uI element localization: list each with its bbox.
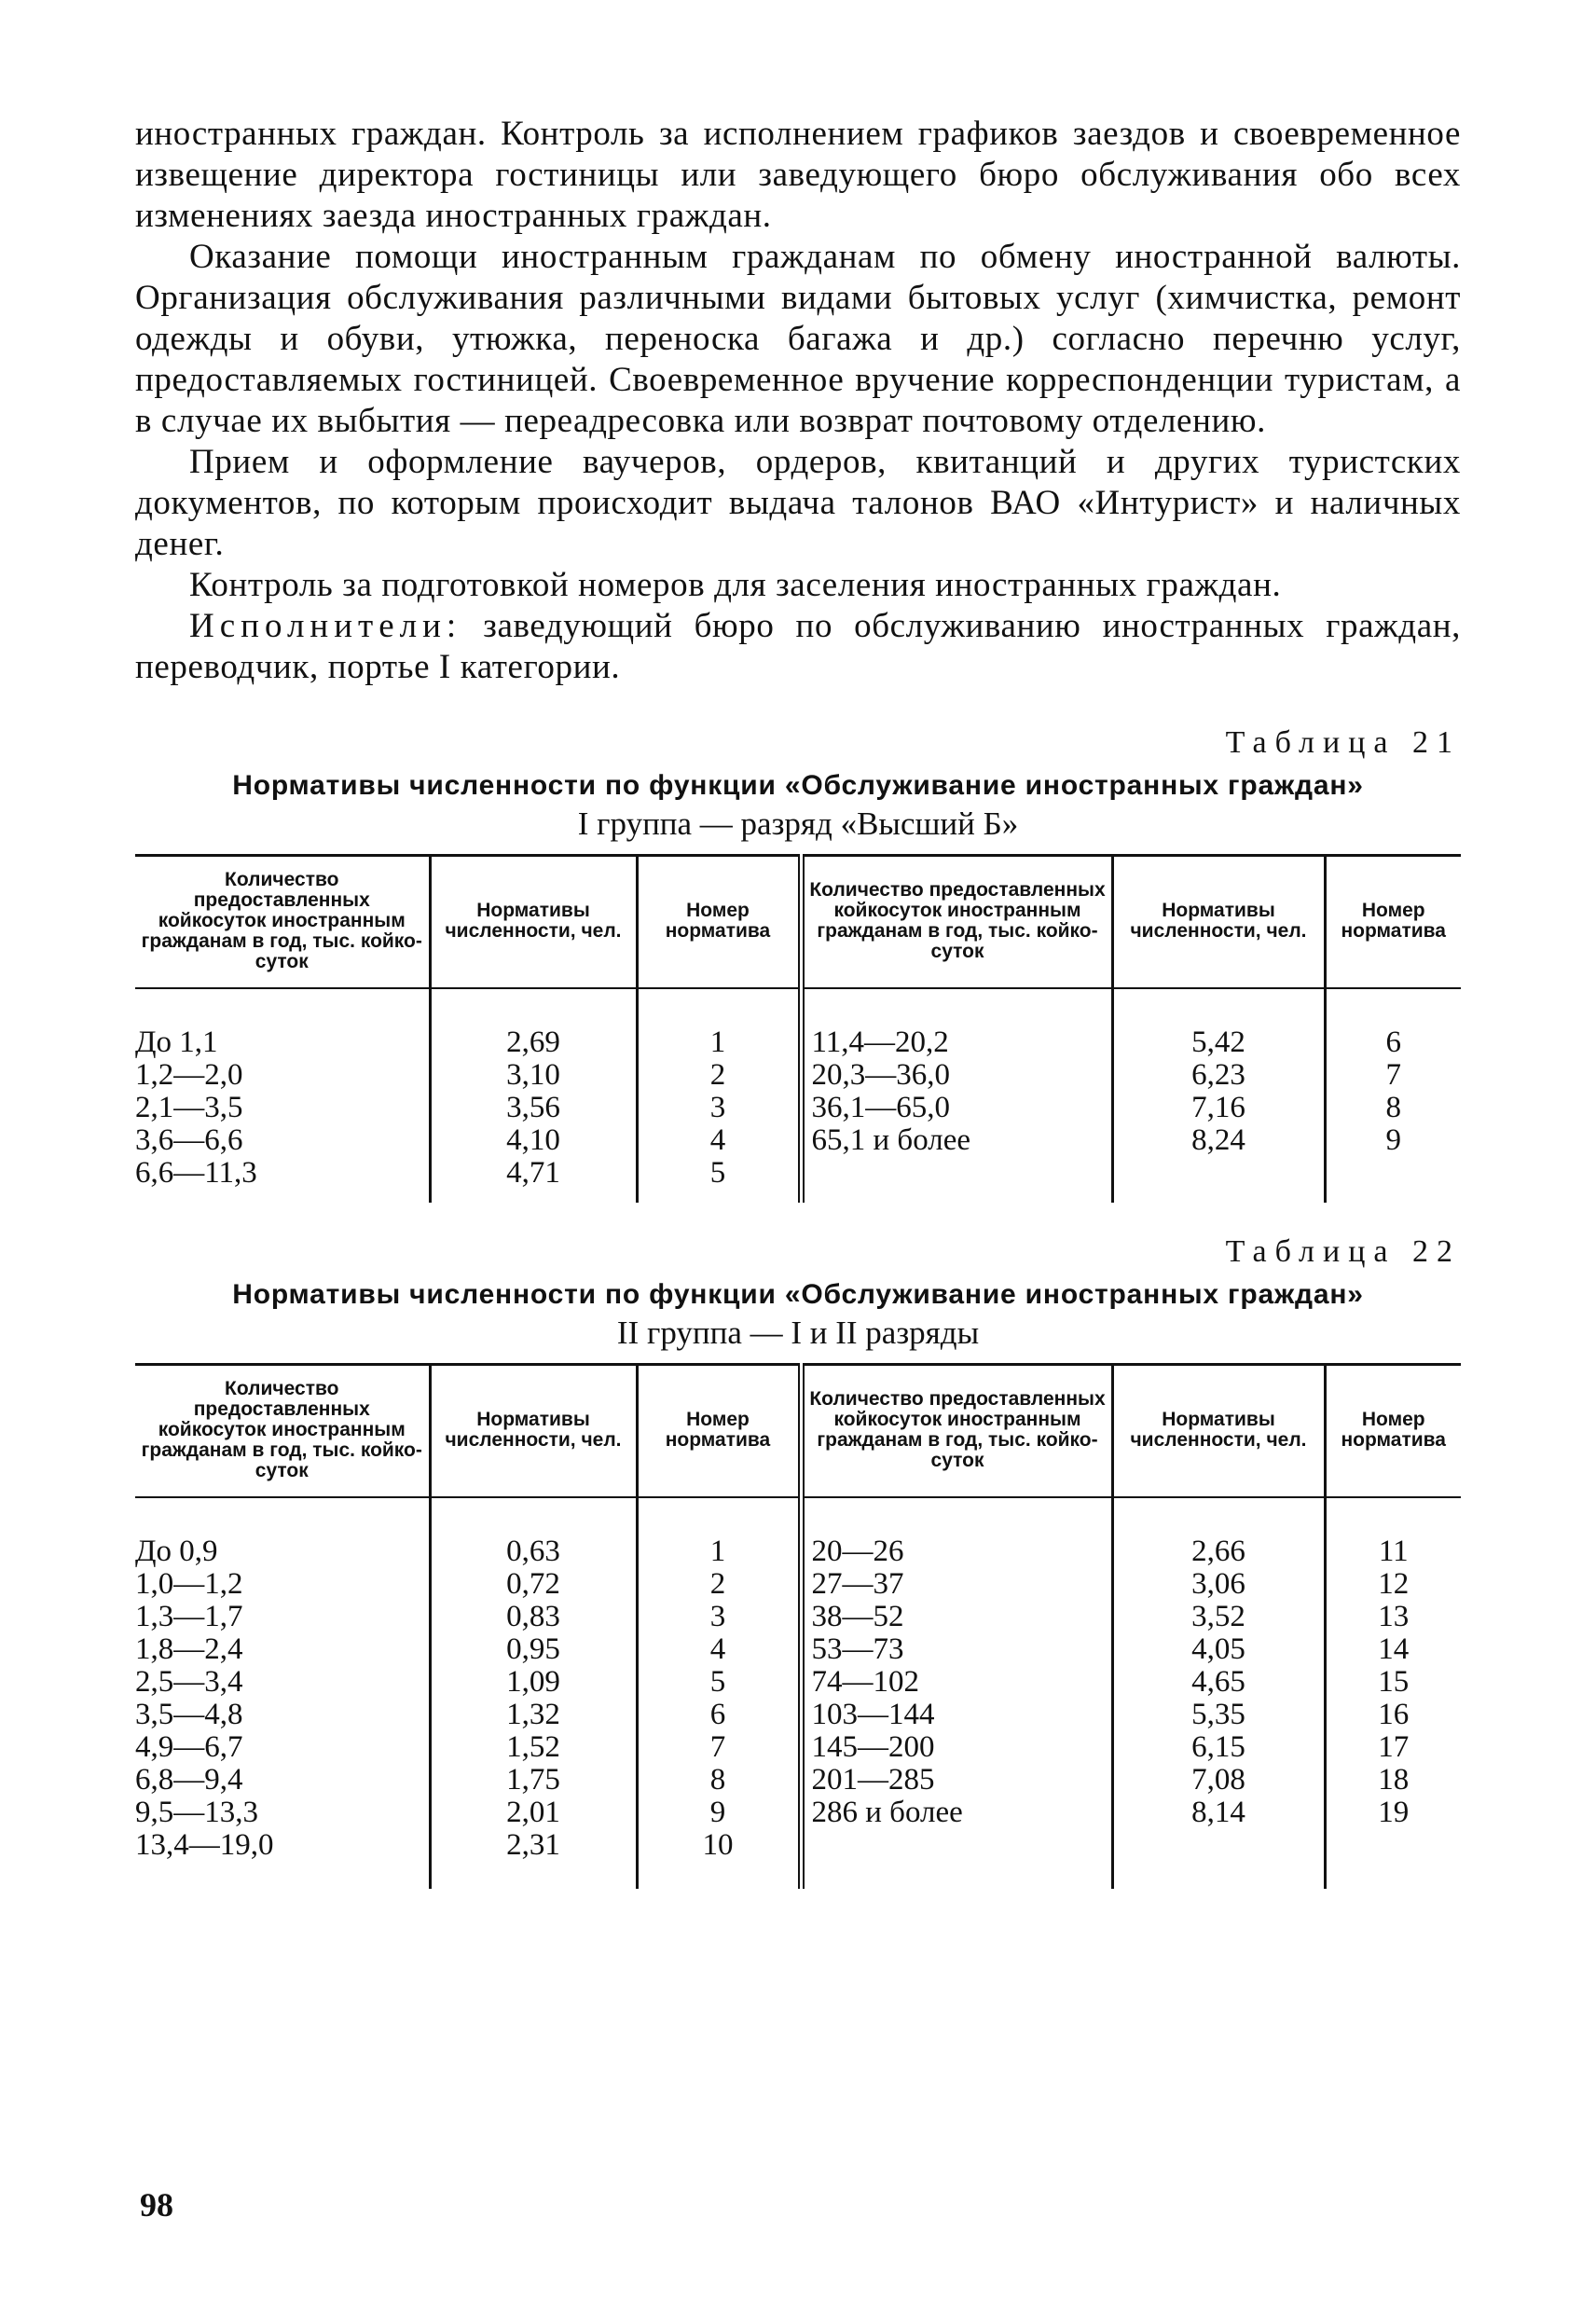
- table22-numbers-left-item: 6: [709, 1698, 726, 1731]
- table21-numbers-left-item: 1: [709, 1026, 726, 1059]
- table22-title: Нормативы численности по функции «Обслуживание иностранных граждан»: [232, 1279, 1364, 1310]
- table22-numbers-right-item: 14: [1378, 1632, 1410, 1666]
- table22-ranges-left-item: 3,5—4,8: [135, 1698, 243, 1731]
- table22-ranges-left-item: 13,4—19,0: [135, 1828, 274, 1862]
- table22-ranges-left-item: 2,5—3,4: [135, 1665, 243, 1699]
- table21-header-norms-left: Нормативы численности, чел.: [430, 856, 637, 989]
- table21-ranges-right-item: 65,1 и более: [811, 1123, 971, 1157]
- table22-norms-left-item: 2,31: [506, 1828, 560, 1862]
- table22-numbers-left-item: 10: [702, 1828, 734, 1862]
- paragraph-documents: Прием и оформление ваучеров, ордеров, квитанций и других туристских документов, по которым происходит выдача талонов ВАО «Интурист» и наличных денег.: [135, 443, 1461, 563]
- table22-ranges-right-item: 53—73: [811, 1632, 904, 1666]
- table22-numbers-right: [1325, 1497, 1461, 1889]
- table22-numbers-right-item: 18: [1378, 1763, 1410, 1797]
- table21-norms-right-item: 7,16: [1191, 1091, 1245, 1124]
- table21: [135, 854, 1461, 1203]
- table21-norms-right-item: 8,24: [1191, 1123, 1245, 1157]
- table21-header-norms-right: Нормативы численности, чел.: [1112, 856, 1325, 989]
- table21-numbers-left-item: 2: [709, 1058, 726, 1092]
- table21-norms-left-item: 4,10: [506, 1123, 560, 1157]
- table21-norms-left-item: 4,71: [506, 1156, 560, 1190]
- table21-numbers-right: [1325, 988, 1461, 1203]
- paragraph-executors: [135, 606, 1461, 688]
- table21-norms-left: [430, 988, 637, 1203]
- table22-numbers-left-item: 2: [709, 1567, 726, 1601]
- table22-ranges-right-item: 103—144: [811, 1698, 935, 1731]
- table22-header-quantity-right: Количество предоставленных койкосуток иностранным гражданам в год, тыс. койко-суток: [801, 1365, 1112, 1498]
- table21-numbers-right-item: 8: [1385, 1091, 1401, 1124]
- paragraph-rooms-control: Контроль за подготовкой номеров для заселения иностранных граждан.: [189, 566, 1282, 604]
- table21-norms-left-item: 3,56: [506, 1091, 560, 1124]
- table22-norms-left-item: 0,83: [506, 1600, 560, 1633]
- table22-numbers-right-item: 12: [1378, 1567, 1410, 1601]
- executors-text: заведующий бюро по обслуживанию иностранных граждан, переводчик, портье I категории.: [135, 607, 1461, 686]
- table21-title: Нормативы численности по функции «Обслуживание иностранных граждан»: [232, 770, 1364, 801]
- table22-ranges-left-item: 4,9—6,7: [135, 1730, 243, 1764]
- table21-header-number-left: Номер норматива: [637, 856, 801, 989]
- table22-numbers-left-item: 5: [709, 1665, 726, 1699]
- table21-ranges-right-item: 11,4—20,2: [811, 1026, 949, 1059]
- table22-norms-right-item: 3,52: [1191, 1600, 1245, 1633]
- table22-numbers-left-item: 3: [709, 1600, 726, 1633]
- table21-ranges-left: [135, 988, 430, 1203]
- table22-ranges-left-item: 1,3—1,7: [135, 1600, 243, 1633]
- table22-numbers-right-item: 15: [1378, 1665, 1410, 1699]
- table21-norms-right-item: 6,23: [1191, 1058, 1245, 1092]
- table22-numbers-right-item: 19: [1378, 1796, 1410, 1829]
- table21-ranges-right-item: 20,3—36,0: [811, 1058, 950, 1092]
- table22-norms-right-item: 4,65: [1191, 1665, 1245, 1699]
- table22-norms-left-item: 0,72: [506, 1567, 560, 1601]
- table22-numbers-right-item: 11: [1378, 1535, 1409, 1568]
- table22-numbers-left-item: 7: [709, 1730, 726, 1764]
- table22-norms-right-item: 8,14: [1191, 1796, 1245, 1829]
- table22-header-number-left: Номер норматива: [637, 1365, 801, 1498]
- table21-header-number-right: Номер норматива: [1325, 856, 1461, 989]
- table22-ranges-right-item: 27—37: [811, 1567, 904, 1601]
- table22-header-norms-left: Нормативы численности, чел.: [430, 1365, 637, 1498]
- table22-norms-right-item: 3,06: [1191, 1567, 1245, 1601]
- table21-numbers-left-item: 4: [709, 1123, 726, 1157]
- table21-norms-right-item: 5,42: [1191, 1026, 1245, 1059]
- table21-numbers-left: [637, 988, 801, 1203]
- table22-ranges-right-item: 74—102: [811, 1665, 919, 1699]
- table22-norms-right-item: 4,05: [1191, 1632, 1245, 1666]
- table21-ranges-left-item: 2,1—3,5: [135, 1091, 243, 1124]
- table22-norms-left-item: 1,32: [506, 1698, 560, 1731]
- table22-ranges-right: [801, 1497, 1112, 1889]
- table21-numbers-right-item: 7: [1385, 1058, 1401, 1092]
- table22-norms-left-item: 0,63: [506, 1535, 560, 1568]
- table21-header-quantity-right: Количество предоставленных койкосуток иностранным гражданам в год, тыс. койко-суток: [801, 856, 1112, 989]
- table22-ranges-right-item: 38—52: [811, 1600, 904, 1633]
- table22-norms-left-item: 0,95: [506, 1632, 560, 1666]
- table21-ranges-left-item: До 1,1: [135, 1026, 218, 1059]
- table22-ranges-left-item: 6,8—9,4: [135, 1763, 243, 1797]
- table21-subtitle: I группа — разряд «Высший Б»: [577, 805, 1019, 842]
- table22-norms-right: [1112, 1497, 1325, 1889]
- table22-numbers-right-item: 13: [1378, 1600, 1410, 1633]
- table22-numbers-left-item: 4: [709, 1632, 726, 1666]
- table21-header-quantity-left: Количество предоставленных койкосуток иностранным гражданам в год, тыс. койко-суток: [135, 856, 430, 989]
- table22-norms-right-item: 2,66: [1191, 1535, 1245, 1568]
- table22-ranges-right-item: 20—26: [811, 1535, 904, 1568]
- table22-ranges-right-item: 145—200: [811, 1730, 935, 1764]
- table22-ranges-left-item: До 0,9: [135, 1535, 218, 1568]
- table22-header-quantity-left: Количество предоставленных койкосуток иностранным гражданам в год, тыс. койко-суток: [135, 1365, 430, 1498]
- page-content: [135, 114, 1461, 1889]
- table21-ranges-right: [801, 988, 1112, 1203]
- paragraph-arrivals: иностранных граждан. Контроль за исполнением графиков заездов и своевременное извещение директора гостиницы или заведующего бюро обслуживания обо всех изменениях заезда иностранных граждан.: [135, 115, 1461, 235]
- table22-caption: Таблица 22: [1225, 1234, 1461, 1269]
- table21-numbers-right-item: 6: [1385, 1026, 1401, 1059]
- table21-numbers-left-item: 5: [709, 1156, 726, 1190]
- table22-ranges-right-item: 286 и более: [811, 1796, 963, 1829]
- table22-ranges-left-item: 1,0—1,2: [135, 1567, 243, 1601]
- table22-numbers-right-item: 16: [1378, 1698, 1410, 1731]
- table22-numbers-left-item: 9: [709, 1796, 726, 1829]
- table21-norms-right: [1112, 988, 1325, 1203]
- table21-caption: Таблица 21: [1225, 725, 1461, 760]
- table22-ranges-right-item: 201—285: [811, 1763, 935, 1797]
- table21-numbers-right-item: 9: [1385, 1123, 1401, 1157]
- page-number: 98: [140, 2186, 173, 2224]
- table22-header-norms-right: Нормативы численности, чел.: [1112, 1365, 1325, 1498]
- table22-norms-left-item: 1,75: [506, 1763, 560, 1797]
- table22-ranges-left-item: 9,5—13,3: [135, 1796, 258, 1829]
- table22-header-number-right: Номер норматива: [1325, 1365, 1461, 1498]
- table21-ranges-right-item: 36,1—65,0: [811, 1091, 950, 1124]
- table22-norms-left: [430, 1497, 637, 1889]
- table22-subtitle: II группа — I и II разряды: [616, 1315, 980, 1351]
- paragraph-currency-services: Оказание помощи иностранным гражданам по обмену иностранной валюты. Организация обслуживания различными видами бытовых услуг (химчистка, ремонт одежды и обуви, утюжка, переноска багажа и др.) согласно перечню услуг, предоставляемых гостиницей. Своевременное вручение корреспонденции туристам, а в случае их выбытия — переадресовка или возврат почтовому отделению.: [135, 238, 1461, 440]
- table22-numbers-left: [637, 1497, 801, 1889]
- table21-ranges-left-item: 3,6—6,6: [135, 1123, 243, 1157]
- table22: [135, 1363, 1461, 1889]
- table22-norms-left-item: 1,09: [506, 1665, 560, 1699]
- table22-norms-right-item: 6,15: [1191, 1730, 1245, 1764]
- table22-numbers-left-item: 1: [709, 1535, 726, 1568]
- table21-ranges-left-item: 6,6—11,3: [135, 1156, 257, 1190]
- table22-numbers-right-item: 17: [1378, 1730, 1410, 1764]
- table22-norms-right-item: 5,35: [1191, 1698, 1245, 1731]
- table22-ranges-left: [135, 1497, 430, 1889]
- table21-numbers-left-item: 3: [709, 1091, 726, 1124]
- table22-numbers-left-item: 8: [709, 1763, 726, 1797]
- table21-norms-left-item: 2,69: [506, 1026, 560, 1059]
- executors-label: Исполнители:: [189, 607, 462, 645]
- table22-norms-left-item: 2,01: [506, 1796, 560, 1829]
- table22-norms-left-item: 1,52: [506, 1730, 560, 1764]
- table22-ranges-left-item: 1,8—2,4: [135, 1632, 243, 1666]
- table22-norms-right-item: 7,08: [1191, 1763, 1245, 1797]
- table21-norms-left-item: 3,10: [506, 1058, 560, 1092]
- table21-ranges-left-item: 1,2—2,0: [135, 1058, 243, 1092]
